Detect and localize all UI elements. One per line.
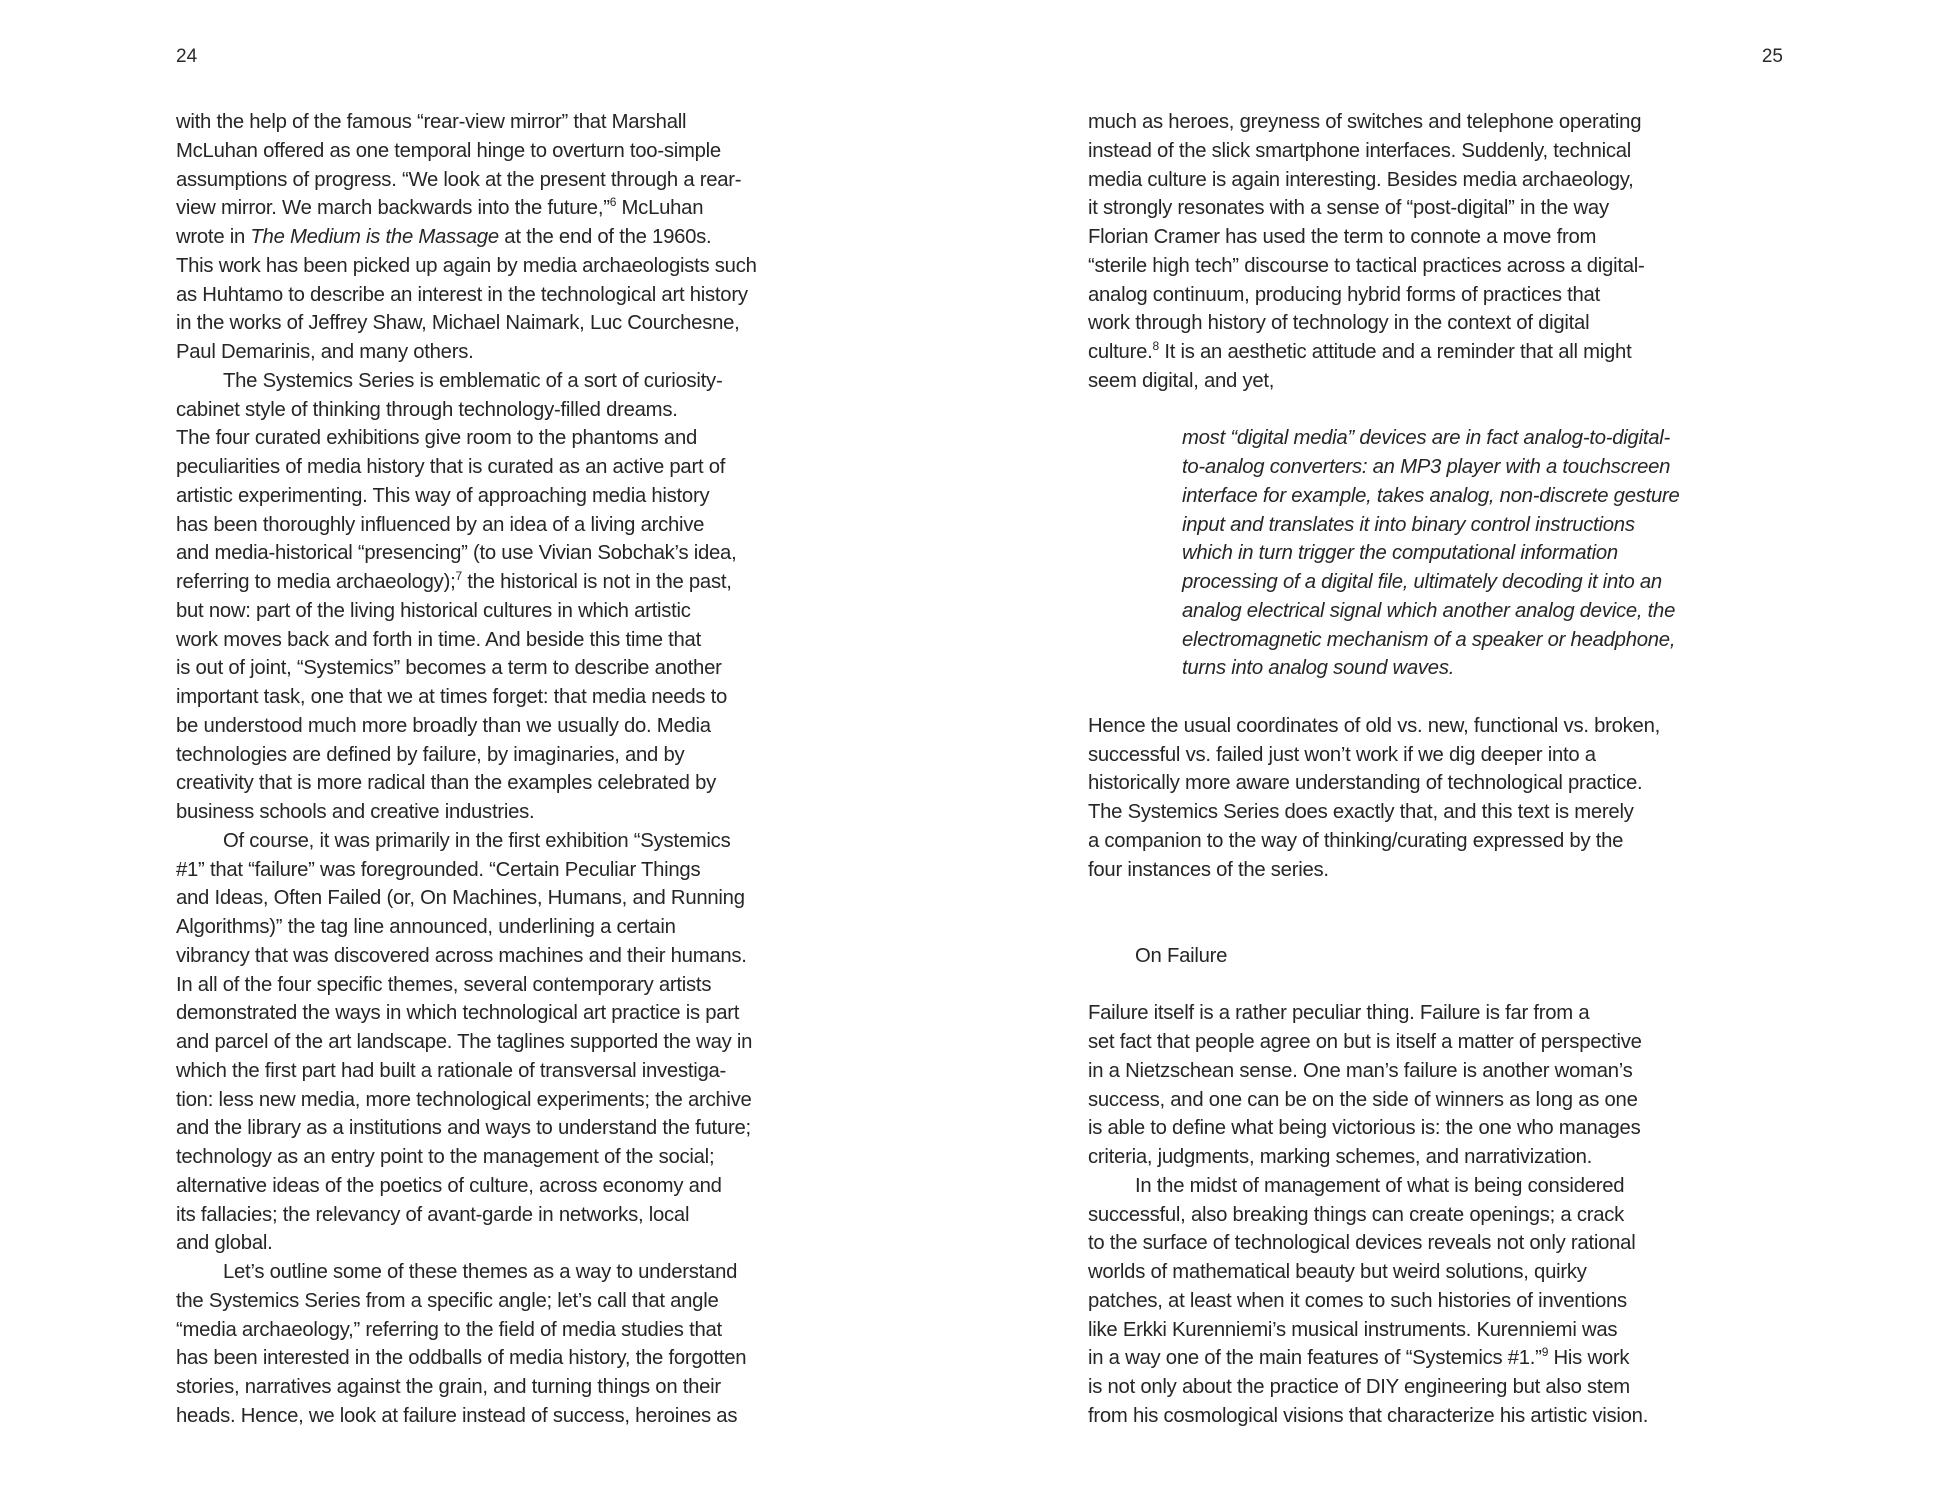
section-heading: On Failure (1135, 944, 1228, 967)
text-line: and the library as a institutions and ways to understand the future; (176, 1117, 751, 1140)
text-line: #1” that “failure” was foregrounded. “Certain Peculiar Things (176, 858, 701, 881)
text-line: much as heroes, greyness of switches and telephone operating (1088, 111, 1642, 133)
text-line: media culture is again interesting. Besides media archaeology, (1088, 168, 1634, 191)
text-line: and Ideas, Often Failed (or, On Machines, Humans, and Running (176, 887, 745, 910)
text-line: success, and one can be on the side of winners as long as one (1088, 1088, 1638, 1111)
text-line: technologies are defined by failure, by imaginaries, and by (176, 743, 685, 766)
footnote-marker[interactable]: 6 (609, 195, 617, 210)
text-line: turns into analog sound waves. (1182, 657, 1455, 680)
text-line: which the first part had built a rationale of transversal investiga- (176, 1059, 727, 1082)
text-run: McLuhan (616, 197, 704, 220)
text-run: wrote in (176, 226, 251, 248)
text-line: important task, one that we at times forget: that media needs to (176, 686, 728, 708)
text-line: most “digital media” devices are in fact analog-to-digital- (1182, 427, 1671, 450)
text-line: technology as an entry point to the management of the social; (176, 1146, 715, 1168)
text-line: to-analog converters: an MP3 player with a touchscreen (1182, 456, 1671, 478)
text-line: successful vs. failed just won’t work if we dig deeper into a (1088, 743, 1596, 766)
spacer (1088, 396, 1788, 425)
text-line: Let’s outline some of these themes as a way to understand (223, 1261, 738, 1283)
text-line: tion: less new media, more technological experiments; the archive (176, 1088, 752, 1111)
text-line: McLuhan offered as one temporal hinge to overturn too-simple (176, 139, 721, 162)
intro-paragraph (1088, 108, 1788, 396)
text-line: from his cosmological visions that characterize his artistic vision. (1088, 1404, 1649, 1427)
text-line: worlds of mathematical beauty but weird solutions, quirky (1088, 1261, 1587, 1283)
text-line: set fact that people agree on but is itself a matter of perspective (1088, 1031, 1642, 1053)
book-title: The Medium is the Massage (250, 226, 499, 248)
page-number: 25 (1761, 46, 1783, 67)
text-line: a companion to the way of thinking/curating expressed by the (1088, 829, 1624, 852)
text-line: electromagnetic mechanism of a speaker or headphone, (1182, 628, 1676, 651)
text-line: is not only about the practice of DIY engineering but also stem (1088, 1376, 1630, 1398)
text-line: is able to define what being victorious is: the one who manages (1088, 1117, 1641, 1140)
text-line (176, 568, 866, 597)
text-line: be understood much more broadly than we usually do. Media (176, 714, 711, 737)
text-line: cabinet style of thinking through technology-filled dreams. (176, 398, 678, 421)
left-text-column (176, 108, 866, 1431)
text-line: Florian Cramer has used the term to connote a move from (1088, 226, 1597, 248)
text-line: Of course, it was primarily in the first exhibition “Systemics (223, 829, 731, 852)
text-run: referring to media archaeology); (176, 571, 456, 593)
spacer (1088, 971, 1788, 1000)
text-line: in a Nietzschean sense. One man’s failure is another woman’s (1088, 1059, 1633, 1082)
text-line: The Systemics Series does exactly that, and this text is merely (1088, 801, 1634, 823)
footnote-marker[interactable]: 7 (455, 569, 462, 583)
text-line: processing of a digital file, ultimately decoding it into an (1182, 571, 1662, 593)
text-line: heads. Hence, we look at failure instead of success, heroines as (176, 1404, 738, 1427)
block-quote (1088, 424, 1788, 683)
text-line (176, 194, 866, 223)
text-line: analog continuum, producing hybrid forms of practices that (1088, 283, 1600, 306)
text-line: with the help of the famous “rear-view mirror” that Marshall (176, 111, 687, 133)
text-line: “sterile high tech” discourse to tactical practices across a digital- (1088, 254, 1645, 277)
text-line: Failure itself is a rather peculiar thing. Failure is far from a (1088, 1002, 1590, 1025)
text-line: its fallacies; the relevancy of avant-garde in networks, local (176, 1203, 690, 1226)
text-line: interface for example, takes analog, non-discrete gesture (1182, 484, 1680, 507)
text-line: has been interested in the oddballs of media history, the forgotten (176, 1347, 747, 1370)
spacer (1088, 913, 1788, 942)
text-line: demonstrated the ways in which technological art practice is part (176, 1002, 740, 1025)
left-page (0, 0, 970, 1500)
text-line: but now: part of the living historical cultures in which artistic (176, 599, 691, 622)
text-line: the Systemics Series from a specific angle; let’s call that angle (176, 1289, 719, 1312)
text-run: It is an aesthetic attitude and a reminder that all might (1158, 341, 1632, 363)
text-line: In all of the four specific themes, several contemporary artists (176, 973, 712, 996)
text-line: The Systemics Series is emblematic of a sort of curiosity- (223, 369, 723, 392)
text-line: to the surface of technological devices reveals not only rational (1088, 1232, 1636, 1255)
footnote-marker[interactable]: 9 (1541, 1345, 1549, 1360)
text-line: business schools and creative industries. (176, 801, 535, 823)
text-line: artistic experimenting. This way of approaching media history (176, 484, 710, 507)
right-page (970, 0, 1941, 1500)
text-line: instead of the slick smartphone interfaces. Suddenly, technical (1088, 139, 1632, 162)
text-line: Hence the usual coordinates of old vs. new, functional vs. broken, (1088, 714, 1661, 737)
text-line: analog electrical signal which another analog device, the (1182, 599, 1676, 622)
text-line: vibrancy that was discovered across machines and their humans. (176, 944, 747, 967)
text-line: The four curated exhibitions give room to the phantoms and (176, 427, 698, 450)
text-line: like Erkki Kurenniemi’s musical instruments. Kurenniemi was (1088, 1318, 1618, 1341)
text-line: successful, also breaking things can create openings; a crack (1088, 1203, 1625, 1226)
text-line: patches, at least when it comes to such histories of inventions (1088, 1289, 1627, 1312)
text-run: culture. (1088, 341, 1153, 363)
text-line: and parcel of the art landscape. The taglines supported the way in (176, 1031, 753, 1053)
text-line: peculiarities of media history that is curated as an active part of (176, 456, 726, 478)
paragraph (1088, 712, 1788, 885)
text-line: input and translates it into binary control instructions (1182, 513, 1635, 536)
section-body (1088, 999, 1788, 1430)
footnote-marker[interactable]: 8 (1152, 339, 1159, 353)
text-line: has been thoroughly influenced by an idea of a living archive (176, 513, 705, 536)
text-line (176, 223, 866, 252)
text-run: the historical is not in the past, (461, 571, 732, 593)
text-line: creativity that is more radical than the examples celebrated by (176, 772, 717, 795)
text-line (1088, 338, 1788, 367)
text-line (1088, 1344, 1788, 1373)
text-line: alternative ideas of the poetics of culture, across economy and (176, 1174, 722, 1197)
text-line: stories, narratives against the grain, and turning things on their (176, 1376, 721, 1398)
text-line: seem digital, and yet, (1088, 369, 1275, 392)
text-line: which in turn trigger the computational information (1182, 542, 1618, 565)
spacer (1088, 884, 1788, 913)
text-run: in a way one of the main features of “Systemics #1.” (1088, 1347, 1542, 1370)
spacer (1088, 683, 1788, 712)
text-run: at the end of the 1960s. (498, 226, 712, 248)
text-line: and global. (176, 1232, 273, 1255)
text-line: is out of joint, “Systemics” becomes a term to describe another (176, 657, 722, 680)
text-line: Algorithms)” the tag line announced, underlining a certain (176, 916, 676, 938)
right-text-column (1088, 108, 1788, 1431)
text-run: His work (1548, 1347, 1630, 1370)
text-run: view mirror. We march backwards into the future,” (176, 197, 610, 220)
text-line: work through history of technology in the context of digital (1088, 312, 1590, 335)
text-line: This work has been picked up again by media archaeologists such (176, 254, 757, 277)
text-line: four instances of the series. (1088, 858, 1329, 881)
text-line: “media archaeology,” referring to the field of media studies that (176, 1318, 722, 1341)
text-line: In the midst of management of what is being considered (1135, 1174, 1625, 1197)
text-line: it strongly resonates with a sense of “post-digital” in the way (1088, 197, 1609, 220)
text-line: in the works of Jeffrey Shaw, Michael Naimark, Luc Courchesne, (176, 312, 740, 335)
text-line: Paul Demarinis, and many others. (176, 341, 474, 363)
text-line: and media-historical “presencing” (to use Vivian Sobchak’s idea, (176, 542, 737, 565)
text-line: work moves back and forth in time. And beside this time that (176, 628, 701, 651)
text-line: criteria, judgments, marking schemes, and narrativization. (1088, 1146, 1593, 1168)
text-line: assumptions of progress. “We look at the present through a rear- (176, 168, 742, 191)
page-number: 24 (176, 46, 198, 67)
text-line: as Huhtamo to describe an interest in the technological art history (176, 283, 748, 306)
text-line: historically more aware understanding of technological practice. (1088, 772, 1643, 795)
